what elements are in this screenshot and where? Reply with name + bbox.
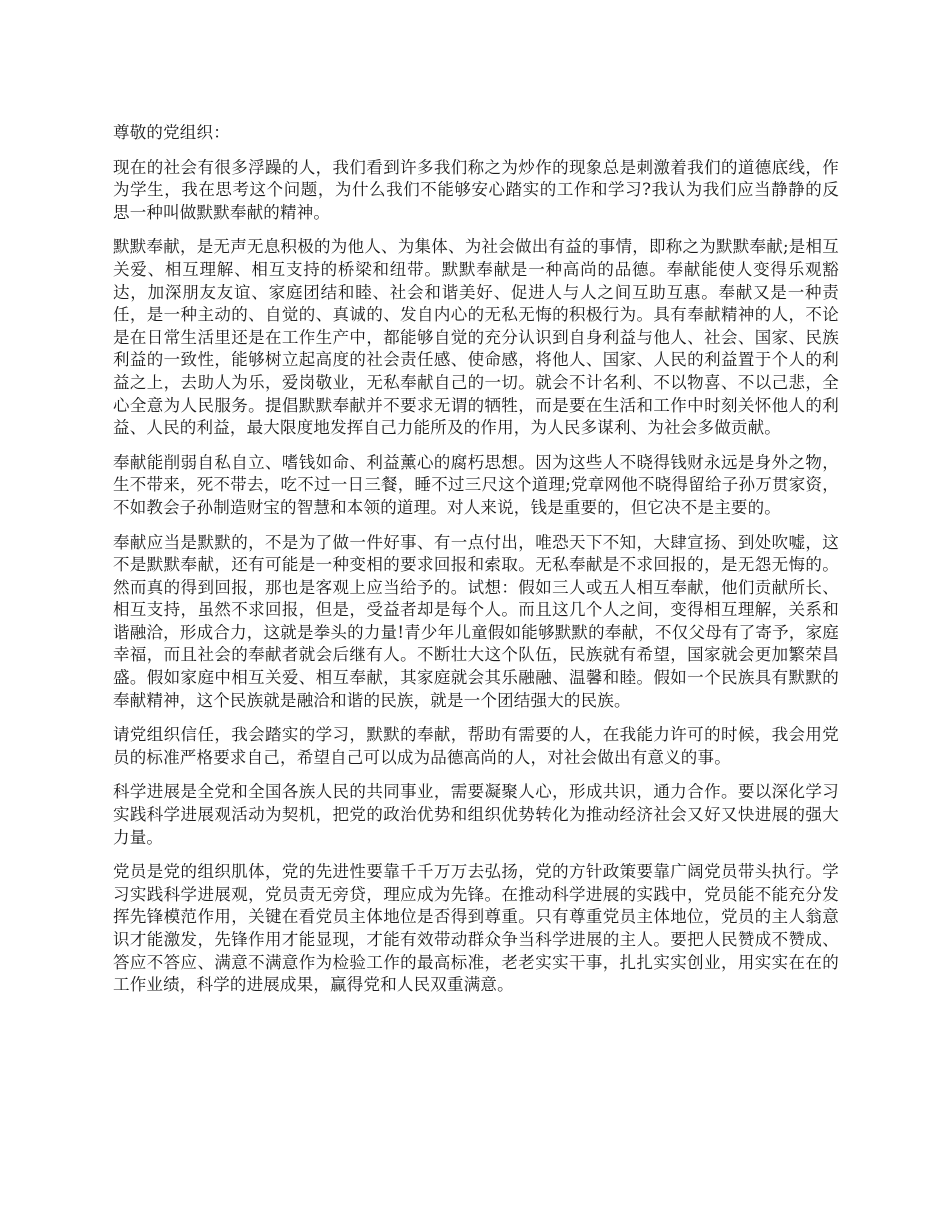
letter-body	[113, 122, 839, 1009]
paragraph-3: 奉献能削弱自私自立、嗜钱如命、利益薰心的腐朽思想。因为这些人不晓得钱财永远是身外之物，生不带来，死不带去，吃不过一日三餐，睡不过三尺这个道理;党章网他不晓得留给子孙万贯家资，不如教会子孙制造财宝的智慧和本领的道理。对人来说，钱是重要的，但它决不是主要的。	[113, 452, 839, 517]
paragraph-7: 党员是党的组织肌体，党的先进性要靠千千万万去弘扬，党的方针政策要靠广阔党员带头执行。学习实践科学进展观，党员责无旁贷，理应成为先锋。在推动科学进展的实践中，党员能不能充分发挥先锋模范作用，关键在看党员主体地位是否得到尊重。只有尊重党员主体地位，党员的主人翁意识才能激发，先锋作用才能显现，才能有效带动群众争当科学进展的主人。要把人民赞成不赞成、答应不答应、满意不满意作为检验工作的最高标准，老老实实干事，扎扎实实创业，用实实在在的工作业绩，科学的进展成果，赢得党和人民双重满意。	[113, 862, 839, 995]
paragraph-4: 奉献应当是默默的，不是为了做一件好事、有一点付出，唯恐天下不知，大肆宣扬、到处吹嘘，这不是默默奉献，还有可能是一种变相的要求回报和索取。无私奉献是不求回报的，是无怨无悔的。然而真的得到回报，那也是客观上应当给予的。试想：假如三人或五人相互奉献，他们贡献所长、相互支持，虽然不求回报，但是，受益者却是每个人。而且这几个人之间，变得相互理解，关系和谐融洽，形成合力，这就是拳头的力量!青少年儿童假如能够默默的奉献，不仅父母有了寄予，家庭幸福，而且社会的奉献者就会后继有人。不断壮大这个队伍，民族就有希望，国家就会更加繁荣昌盛。假如家庭中相互关爱、相互奉献，其家庭就会其乐融融、温馨和睦。假如一个民族具有默默的奉献精神，这个民族就是融洽和谐的民族，就是一个团结强大的民族。	[113, 532, 839, 710]
paragraph-6: 科学进展是全党和全国各族人民的共同事业，需要凝聚人心，形成共识，通力合作。要以深化学习实践科学进展观活动为契机，把党的政治优势和组织优势转化为推动经济社会又好又快进展的强大力量。	[113, 782, 839, 847]
paragraph-1: 现在的社会有很多浮躁的人，我们看到许多我们称之为炒作的现象总是刺激着我们的道德底线，作为学生，我在思考这个问题，为什么我们不能够安心踏实的工作和学习?我认为我们应当静静的反思一种叫做默默奉献的精神。	[113, 157, 839, 222]
paragraph-2: 默默奉献，是无声无息积极的为他人、为集体、为社会做出有益的事情，即称之为默默奉献;是相互关爱、相互理解、相互支持的桥梁和纽带。默默奉献是一种高尚的品德。奉献能使人变得乐观豁达，加深朋友友谊、家庭团结和睦、社会和谐美好、促进人与人之间互助互惠。奉献又是一种责任，是一种主动的、自觉的、真诚的、发自内心的无私无悔的积极行为。具有奉献精神的人，不论是在日常生活里还是在工作生产中，都能够自觉的充分认识到自身利益与他人、社会、国家、民族利益的一致性，能够树立起高度的社会责任感、使命感，将他人、国家、人民的利益置于个人的利益之上，去助人为乐，爱岗敬业，无私奉献自己的一切。就会不计名利、不以物喜、不以己悲，全心全意为人民服务。提倡默默奉献并不要求无谓的牺牲，而是要在生活和工作中时刻关怀他人的利益、人民的利益，最大限度地发挥自己力能所及的作用，为人民多谋利、为社会多做贡献。	[113, 237, 839, 438]
salutation: 尊敬的党组织：	[113, 123, 230, 142]
paragraph-5: 请党组织信任，我会踏实的学习，默默的奉献，帮助有需要的人，在我能力许可的时候，我会用党员的标准严格要求自己，希望自己可以成为品德高尚的人，对社会做出有意义的事。	[113, 725, 839, 767]
